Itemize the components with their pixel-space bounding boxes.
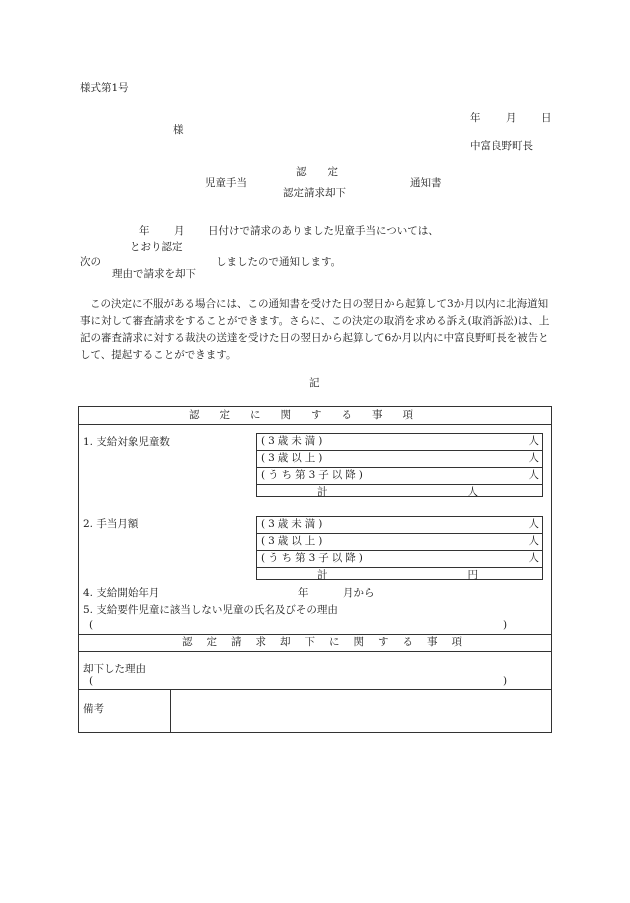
reject-reason-label: 却下した理由 xyxy=(83,663,146,675)
item5-open-paren: ( xyxy=(89,619,94,631)
item2-row-total xyxy=(257,568,542,584)
date-month: 月 xyxy=(506,112,517,124)
divider xyxy=(79,651,551,652)
notice-table xyxy=(78,406,552,733)
item1-label: 1. 支給対象児童数 xyxy=(83,436,170,448)
addressee-suffix: 様 xyxy=(173,124,184,136)
row-label: (うち第3子以降) xyxy=(261,552,366,564)
reject-close-paren: ) xyxy=(503,675,508,687)
item4-month: 月から xyxy=(343,587,375,599)
divider xyxy=(79,634,551,635)
reject-open-paren: ( xyxy=(89,675,94,687)
item1-row-third-child xyxy=(257,468,542,485)
remarks-field[interactable] xyxy=(175,691,545,731)
row-label: (3歳以上) xyxy=(261,535,326,547)
title-option-top: 認 定 xyxy=(296,166,338,178)
body-suffix: しましたので通知します。 xyxy=(216,256,342,268)
item2-row-under3 xyxy=(257,517,542,534)
form-number: 様式第1号 xyxy=(80,82,129,94)
title-prefix: 児童手当 xyxy=(205,177,247,189)
appeal-notice: この決定に不服がある場合には、この通知書を受けた日の翌日から起算して3か月以内に北海道知事に対して審査請求をすることができます。さらに、この決定の取消を求める訴え(取消訴訟)は、上記の審査請求に対する裁決の送達を受けた日の翌日から起算して6か月以内に中富良野町長を被告として、提起することができます。 xyxy=(80,298,550,361)
item4-year: 年 xyxy=(298,587,309,599)
row-unit: 人 xyxy=(528,535,539,547)
item5-close-paren: ) xyxy=(503,619,508,631)
item1-row-total xyxy=(257,485,542,501)
item1-row-over3 xyxy=(257,451,542,468)
divider xyxy=(79,689,551,690)
row-unit: 人 xyxy=(528,435,539,447)
row-unit: 人 xyxy=(528,552,539,564)
body-option-reject: 理由で請求を却下 xyxy=(112,268,196,280)
item1-row-under3 xyxy=(257,434,542,451)
body-prefix: 次の xyxy=(80,256,101,268)
item2-row-third-child xyxy=(257,551,542,568)
body-year: 年 xyxy=(139,225,150,237)
date-year: 年 xyxy=(470,112,481,124)
date-day: 日 xyxy=(541,112,552,124)
row-unit: 人 xyxy=(528,469,539,481)
total-label: 計 xyxy=(317,486,328,498)
title-suffix: 通知書 xyxy=(410,177,442,189)
item2-label: 2. 手当月額 xyxy=(83,518,139,530)
item2-row-over3 xyxy=(257,534,542,551)
body-line1-rest: 日付けで請求のありました児童手当については、 xyxy=(208,225,439,237)
ki-marker: 記 xyxy=(309,377,320,389)
title-option-bottom: 認定請求却下 xyxy=(283,187,346,199)
total-label: 計 xyxy=(317,569,328,581)
item5-label: 5. 支給要件児童に該当しない児童の氏名及びその理由 xyxy=(83,604,338,616)
row-unit: 人 xyxy=(528,452,539,464)
section-header-approval: 認定に関する事項 xyxy=(189,409,433,421)
body-option-approve: とおり認定 xyxy=(130,241,183,253)
row-unit: 人 xyxy=(528,518,539,530)
body-month: 月 xyxy=(174,225,185,237)
total-unit: 円 xyxy=(467,569,478,581)
remarks-label: 備考 xyxy=(83,703,104,715)
item2-amount-box xyxy=(256,516,543,580)
divider xyxy=(79,424,551,425)
issuer-name: 中富良野町長 xyxy=(470,140,533,152)
total-unit: 人 xyxy=(467,486,478,498)
row-label: (3歳未満) xyxy=(261,435,326,447)
item1-count-box xyxy=(256,433,543,497)
row-label: (3歳以上) xyxy=(261,452,326,464)
remarks-divider xyxy=(170,689,171,733)
item4-label: 4. 支給開始年月 xyxy=(83,587,160,599)
row-label: (うち第3子以降) xyxy=(261,469,366,481)
row-label: (3歳未満) xyxy=(261,518,326,530)
section-header-rejection: 認定請求却下に関する事項 xyxy=(182,636,476,648)
